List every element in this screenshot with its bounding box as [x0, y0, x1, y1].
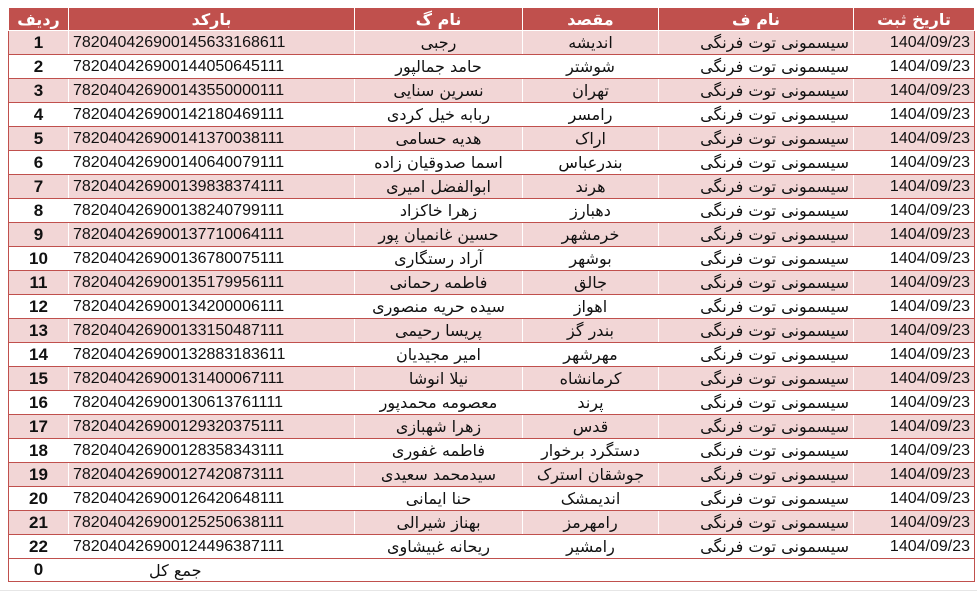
barcode-cell: 782040426900136780075111 — [69, 247, 355, 271]
row-number: 8 — [9, 199, 69, 223]
date-cell: 1404/09/23 — [854, 79, 975, 103]
destination-cell: اراک — [523, 127, 659, 151]
table-row — [9, 271, 975, 295]
barcode-cell: 782040426900128358343111 — [69, 439, 355, 463]
row-number: 2 — [9, 55, 69, 79]
sender-name-cell: سیسمونی توت فرنگی — [659, 223, 854, 247]
barcode-cell: 782040426900129320375111 — [69, 415, 355, 439]
sender-name-cell: سیسمونی توت فرنگی — [659, 415, 854, 439]
row-number: 19 — [9, 463, 69, 487]
date-cell: 1404/09/23 — [854, 247, 975, 271]
row-number: 14 — [9, 343, 69, 367]
sender-name-cell: سیسمونی توت فرنگی — [659, 271, 854, 295]
receiver-name-cell: فاطمه رحمانی — [355, 271, 523, 295]
table-row — [9, 103, 975, 127]
table-row — [9, 319, 975, 343]
sender-name-cell: سیسمونی توت فرنگی — [659, 295, 854, 319]
header-receiver-name: نام گ — [355, 8, 523, 31]
receiver-name-cell: بهناز شیرالی — [355, 511, 523, 535]
destination-cell: اندیمشک — [523, 487, 659, 511]
total-row — [9, 559, 975, 582]
barcode-cell: 782040426900139838374111 — [69, 175, 355, 199]
destination-cell: رامهرمز — [523, 511, 659, 535]
date-cell: 1404/09/23 — [854, 31, 975, 55]
row-number: 13 — [9, 319, 69, 343]
receiver-name-cell: امیر مجیدیان — [355, 343, 523, 367]
table-row — [9, 511, 975, 535]
date-cell: 1404/09/23 — [854, 415, 975, 439]
destination-cell: قدس — [523, 415, 659, 439]
header-row — [9, 8, 975, 31]
receiver-name-cell: ریحانه غبیشاوی — [355, 535, 523, 559]
receiver-name-cell: ربابه خیل کردی — [355, 103, 523, 127]
receiver-name-cell: زهرا شهبازی — [355, 415, 523, 439]
table-row — [9, 439, 975, 463]
receiver-name-cell: نیلا انوشا — [355, 367, 523, 391]
date-cell: 1404/09/23 — [854, 127, 975, 151]
barcode-cell: 782040426900145633168611 — [69, 31, 355, 55]
barcode-cell: 782040426900124496387111 — [69, 535, 355, 559]
receiver-name-cell: رجبی — [355, 31, 523, 55]
destination-cell: رامسر — [523, 103, 659, 127]
row-number: 22 — [9, 535, 69, 559]
barcode-cell: 782040426900140640079111 — [69, 151, 355, 175]
row-number: 7 — [9, 175, 69, 199]
table-row — [9, 55, 975, 79]
sender-name-cell: سیسمونی توت فرنگی — [659, 439, 854, 463]
row-number: 10 — [9, 247, 69, 271]
receiver-name-cell: حنا ایمانی — [355, 487, 523, 511]
barcode-cell: 782040426900141370038111 — [69, 127, 355, 151]
sender-name-cell: سیسمونی توت فرنگی — [659, 487, 854, 511]
header-row-number: ردیف — [9, 8, 69, 31]
date-cell: 1404/09/23 — [854, 367, 975, 391]
header-sender-name: نام ف — [659, 8, 854, 31]
date-cell: 1404/09/23 — [854, 103, 975, 127]
row-number: 5 — [9, 127, 69, 151]
receiver-name-cell: سیدمحمد سعیدی — [355, 463, 523, 487]
receiver-name-cell: هدیه حسامی — [355, 127, 523, 151]
destination-cell: مهرشهر — [523, 343, 659, 367]
barcode-cell: 782040426900132883183611 — [69, 343, 355, 367]
date-cell: 1404/09/23 — [854, 535, 975, 559]
sender-name-cell: سیسمونی توت فرنگی — [659, 31, 854, 55]
barcode-cell: 782040426900126420648111 — [69, 487, 355, 511]
destination-cell: جالق — [523, 271, 659, 295]
table-row — [9, 367, 975, 391]
date-cell: 1404/09/23 — [854, 151, 975, 175]
row-number: 3 — [9, 79, 69, 103]
receiver-name-cell: آراد رستگاری — [355, 247, 523, 271]
row-number: 16 — [9, 391, 69, 415]
total-value: 0 — [9, 559, 69, 582]
destination-cell: بندرعباس — [523, 151, 659, 175]
header-destination: مقصد — [523, 8, 659, 31]
barcode-cell: 782040426900125250638111 — [69, 511, 355, 535]
sender-name-cell: سیسمونی توت فرنگی — [659, 55, 854, 79]
date-cell: 1404/09/23 — [854, 199, 975, 223]
sender-name-cell: سیسمونی توت فرنگی — [659, 367, 854, 391]
table-row — [9, 487, 975, 511]
barcode-cell: 782040426900131400067111 — [69, 367, 355, 391]
table-row — [9, 31, 975, 55]
table-row — [9, 295, 975, 319]
sender-name-cell: سیسمونی توت فرنگی — [659, 103, 854, 127]
date-cell: 1404/09/23 — [854, 55, 975, 79]
sender-name-cell: سیسمونی توت فرنگی — [659, 391, 854, 415]
table-row — [9, 151, 975, 175]
row-number: 6 — [9, 151, 69, 175]
table-row — [9, 391, 975, 415]
receiver-name-cell: حسین غانمیان پور — [355, 223, 523, 247]
destination-cell: رامشیر — [523, 535, 659, 559]
sender-name-cell: سیسمونی توت فرنگی — [659, 79, 854, 103]
table-row — [9, 175, 975, 199]
row-number: 4 — [9, 103, 69, 127]
destination-cell: اندیشه — [523, 31, 659, 55]
barcode-cell: 782040426900133150487111 — [69, 319, 355, 343]
barcode-cell: 782040426900142180469111 — [69, 103, 355, 127]
date-cell: 1404/09/23 — [854, 463, 975, 487]
barcode-cell: 782040426900144050645111 — [69, 55, 355, 79]
destination-cell: کرمانشاه — [523, 367, 659, 391]
destination-cell: هرند — [523, 175, 659, 199]
receiver-name-cell: اسما صدوقیان زاده — [355, 151, 523, 175]
date-cell: 1404/09/23 — [854, 391, 975, 415]
table-row — [9, 415, 975, 439]
row-number: 12 — [9, 295, 69, 319]
date-cell: 1404/09/23 — [854, 295, 975, 319]
destination-cell: خرمشهر — [523, 223, 659, 247]
destination-cell: اهواز — [523, 295, 659, 319]
receiver-name-cell: فاطمه غفوری — [355, 439, 523, 463]
destination-cell: بوشهر — [523, 247, 659, 271]
destination-cell: تهران — [523, 79, 659, 103]
receiver-name-cell: پریسا رحیمی — [355, 319, 523, 343]
receiver-name-cell: نسرین سنایی — [355, 79, 523, 103]
destination-cell: بندر گز — [523, 319, 659, 343]
table-row — [9, 127, 975, 151]
total-label: جمع کل — [69, 559, 975, 582]
destination-cell: دهبارز — [523, 199, 659, 223]
table-row — [9, 247, 975, 271]
sender-name-cell: سیسمونی توت فرنگی — [659, 511, 854, 535]
date-cell: 1404/09/23 — [854, 271, 975, 295]
date-cell: 1404/09/23 — [854, 343, 975, 367]
date-cell: 1404/09/23 — [854, 319, 975, 343]
sender-name-cell: سیسمونی توت فرنگی — [659, 463, 854, 487]
barcode-cell: 782040426900137710064111 — [69, 223, 355, 247]
sender-name-cell: سیسمونی توت فرنگی — [659, 247, 854, 271]
date-cell: 1404/09/23 — [854, 175, 975, 199]
table-row — [9, 223, 975, 247]
table-row — [9, 343, 975, 367]
row-number: 9 — [9, 223, 69, 247]
row-number: 20 — [9, 487, 69, 511]
table-body — [9, 31, 975, 559]
barcode-cell: 782040426900138240799111 — [69, 199, 355, 223]
sender-name-cell: سیسمونی توت فرنگی — [659, 535, 854, 559]
barcode-cell: 782040426900127420873111 — [69, 463, 355, 487]
date-cell: 1404/09/23 — [854, 487, 975, 511]
date-cell: 1404/09/23 — [854, 223, 975, 247]
table-row — [9, 463, 975, 487]
row-number: 1 — [9, 31, 69, 55]
row-number: 11 — [9, 271, 69, 295]
sender-name-cell: سیسمونی توت فرنگی — [659, 343, 854, 367]
receiver-name-cell: سیده حریه منصوری — [355, 295, 523, 319]
bottom-divider — [0, 590, 977, 591]
shipment-table — [8, 7, 975, 582]
date-cell: 1404/09/23 — [854, 439, 975, 463]
header-barcode: بارکد — [69, 8, 355, 31]
barcode-cell: 782040426900135179956111 — [69, 271, 355, 295]
sender-name-cell: سیسمونی توت فرنگی — [659, 319, 854, 343]
sender-name-cell: سیسمونی توت فرنگی — [659, 199, 854, 223]
destination-cell: شوشتر — [523, 55, 659, 79]
destination-cell: دستگرد برخوار — [523, 439, 659, 463]
row-number: 15 — [9, 367, 69, 391]
barcode-cell: 782040426900130613761111 — [69, 391, 355, 415]
table-row — [9, 199, 975, 223]
sender-name-cell: سیسمونی توت فرنگی — [659, 127, 854, 151]
destination-cell: جوشقان استرک — [523, 463, 659, 487]
sender-name-cell: سیسمونی توت فرنگی — [659, 175, 854, 199]
destination-cell: پرند — [523, 391, 659, 415]
shipment-sheet — [8, 7, 974, 582]
date-cell: 1404/09/23 — [854, 511, 975, 535]
receiver-name-cell: زهرا خاکزاد — [355, 199, 523, 223]
table-row — [9, 535, 975, 559]
row-number: 17 — [9, 415, 69, 439]
sender-name-cell: سیسمونی توت فرنگی — [659, 151, 854, 175]
receiver-name-cell: معصومه محمدپور — [355, 391, 523, 415]
receiver-name-cell: حامد جمالپور — [355, 55, 523, 79]
receiver-name-cell: ابوالفضل امیری — [355, 175, 523, 199]
header-date: تاریخ ثبت — [854, 8, 975, 31]
table-row — [9, 79, 975, 103]
row-number: 21 — [9, 511, 69, 535]
barcode-cell: 782040426900143550000111 — [69, 79, 355, 103]
row-number: 18 — [9, 439, 69, 463]
barcode-cell: 782040426900134200006111 — [69, 295, 355, 319]
